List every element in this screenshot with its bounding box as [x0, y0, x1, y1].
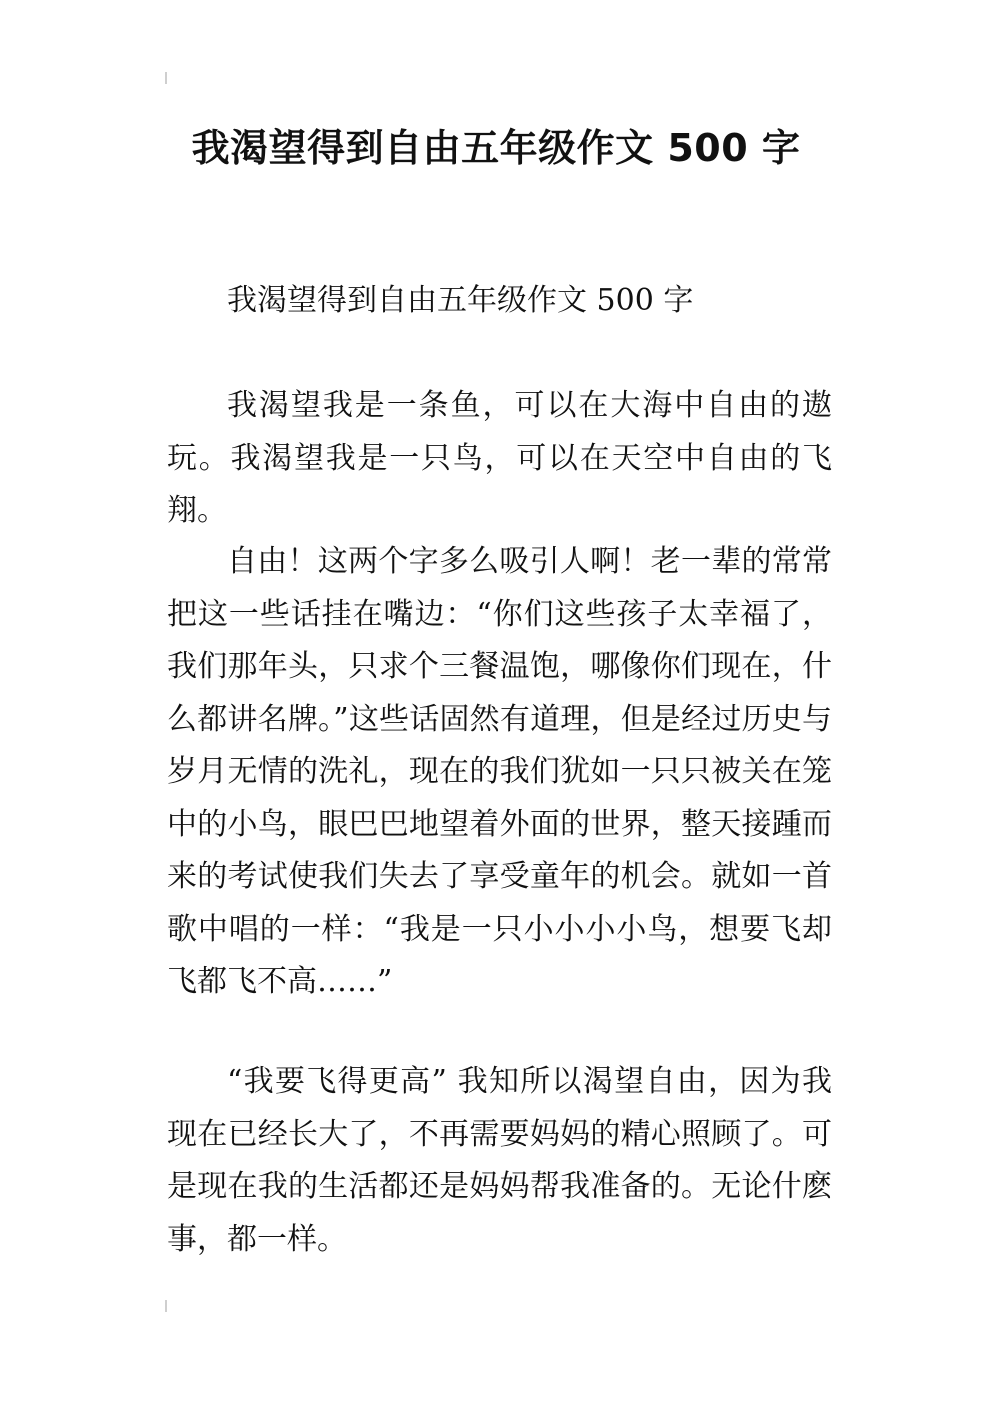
paragraph-3: “我要飞得更高” 我知所以渴望自由，因为我现在已经长大了，不再需要妈妈的精心照顾了。可是现在我的生活都还是妈妈帮我准备的。无论什麽事，都一样。	[167, 1064, 832, 1257]
document-title: 我渴望得到自由五年级作文 500 字	[191, 126, 801, 170]
paragraph-1: 我渴望我是一条鱼，可以在大海中自由的遨玩。我渴望我是一只鸟，可以在天空中自由的飞翔。	[167, 388, 832, 528]
paragraph-subtitle: 我渴望得到自由五年级作文 500 字	[227, 283, 694, 318]
page-edge-mark-top	[165, 72, 167, 84]
paragraph-2: 自由！这两个字多么吸引人啊！老一辈的常常把这一些话挂在嘴边：“你们这些孩子太幸福了，我们那年头，只求个三餐温饱，哪像你们现在，什么都讲名牌。”这些话固然有道理，但是经过历史与岁月无情的洗礼，现在的我们犹如一只只被关在笼中的小鸟，眼巴巴地望着外面的世界，整天接踵而来的考试使我们失去了享受童年的机会。就如一首歌中唱的一样：“我是一只小小小小鸟，想要飞却飞都飞不高……”	[167, 544, 832, 999]
page-edge-mark-bottom	[165, 1300, 167, 1312]
